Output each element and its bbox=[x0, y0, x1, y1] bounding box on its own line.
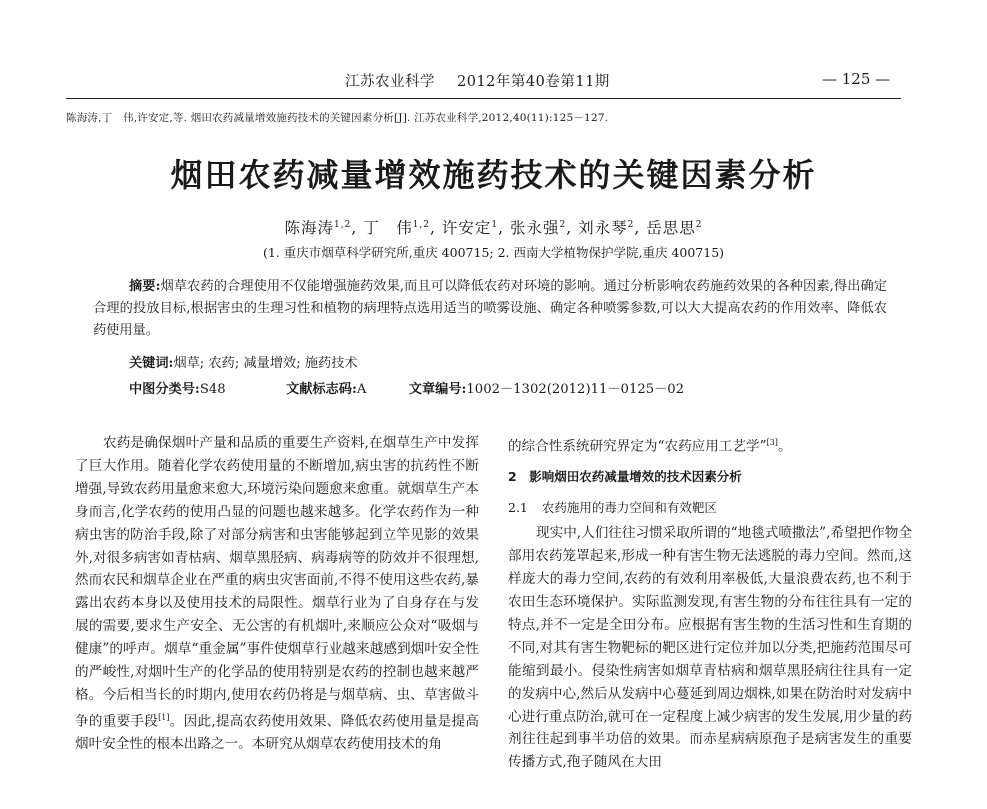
paper-title: 烟田农药减量增效施药技术的关键因素分析 bbox=[170, 156, 817, 194]
section-heading: 2 影响烟田农药减量增效的技术因素分析 bbox=[508, 469, 742, 485]
abstract-text: 烟草农药的合理使用不仅能增强施药效果,而且可以降低农药对环境的影响。通过分析影响农药施药效果的各种因素,得出确定合理的投放目标,根据害虫的生理习性和植物的病理特点选用适当的喷雾设施、确定各种喷雾参数,可以大大提高农药的作用效率、降低农药使用量。 bbox=[93, 279, 887, 338]
page-number: — 125 — bbox=[822, 70, 891, 88]
keywords bbox=[129, 352, 358, 371]
author: 岳思思$^2$ bbox=[646, 219, 703, 237]
body-paragraph: 现实中,人们往往习惯采取所谓的“地毯式喷撒法”,希望把作物全部用农药笼罩起来,形成一种有害生物无法逃脱的毒力空间。然而,这样庞大的毒力空间,农药的有效利用率极低,大量浪费农药,也不利于农田生态环境保护。实际监测发现,有害生物的分布往往具有一定的特点,并不一定是全田分布。应根据有害生物的生活习性和生育期的不同,对其有害生物靶标的靶区进行定位并加以分类,把施药范围尽可能缩到最小。侵染性病害如烟草青枯病和烟草黑胫病往往具有一定的发病中心,然后从发病中心蔓延到周边烟株,如果在防治时对发病中心进行重点防治,就可在一定程度上减少病害的发生发展,用少量的药剂往往起到事半功倍的效果。而赤星病病原孢子是病害发生的重要传播方式,孢子随风在大田 bbox=[508, 525, 912, 771]
body-paragraph: 的综合性系统研究界定为“农药应用工艺学”[3]。 bbox=[508, 438, 792, 455]
abstract-label: 摘要: bbox=[129, 279, 161, 294]
doc-code-label: 文献标志码: bbox=[286, 382, 357, 397]
journal-name: 江苏农业科学 bbox=[345, 74, 435, 90]
reference-marker: [1] bbox=[158, 712, 170, 722]
issue-info: 2012年第40卷第11期 bbox=[457, 74, 610, 90]
reference-marker: [3] bbox=[766, 438, 778, 447]
article-no-label: 文章编号: bbox=[408, 382, 467, 397]
keywords-text: 烟草; 农药; 减量增效; 施药技术 bbox=[173, 356, 358, 371]
article-no-value: 1002－1302(2012)11－0125－02 bbox=[466, 382, 685, 397]
author-list: 陈海涛$^{1,2}$, 丁 伟$^{1,2}$, 许安定$^1$, 张永强$^2$, 刘永琴$^2$, 岳思思$^2$ bbox=[284, 219, 703, 237]
header-rule bbox=[66, 98, 901, 99]
body-right-column bbox=[508, 432, 912, 774]
clc-label: 中图分类号: bbox=[129, 382, 200, 397]
body-left-column bbox=[75, 432, 479, 756]
running-header bbox=[345, 70, 610, 91]
body-paragraph: 农药是确保烟叶产量和品质的重要生产资料,在烟草生产中发挥了巨大作用。随着化学农药使用量的不断增加,病虫害的抗药性不断增强,导致农药用量愈来愈大,环境污染问题愈来愈重。就烟草生产本身而言,化学农药的使用凸显的问题也越来越多。化学农药作为一种病虫害的防治手段,除了对部分病害和虫害能够起到立竿见影的效果外,对很多病害如青枯病、烟草黑胫病、病毒病等的防效并不很理想,然而农民和烟草企业在严重的病虫灾害面前,不得不使用这些农药,暴露出农药本身以及使用技术的局限性。烟草行业为了自身存在与发展的需要,要求生产安全、无公害的有机烟叶,来顺应公众对“吸烟与健康”的呼声。烟草“重金属”事件使烟草行业越来越感到烟叶安全性的严峻性,对烟叶生产的化学品的使用特别是农药的控制也越来越严格。今后相当长的时期内,使用农药仍将是与烟草病、虫、草害做斗争的重要手段[1]。因此,提高农药使用效果、降低农药使用量是提高烟叶安全性的根本出路之一。本研究从烟草农药使用技术的角 bbox=[75, 435, 479, 753]
classification-line bbox=[129, 378, 684, 397]
author: 丁 伟$^{1,2}$ bbox=[363, 219, 431, 237]
doc-code-value: A bbox=[356, 382, 367, 397]
citation-line: 陈海涛,丁 伟,许安定,等. 烟田农药减量增效施药技术的关键因素分析[J]. 江苏农业科学,2012,40(11):125－127. bbox=[66, 112, 609, 124]
keywords-label: 关键词: bbox=[129, 356, 174, 371]
author: 张永强$^2$ bbox=[510, 219, 567, 237]
abstract bbox=[93, 276, 887, 342]
author: 刘永琴$^2$ bbox=[578, 219, 635, 237]
clc-value: S48 bbox=[199, 382, 226, 397]
subsection-heading: 2.1 农药施用的毒力空间和有效靶区 bbox=[508, 500, 717, 516]
author: 陈海涛$^{1,2}$ bbox=[284, 219, 352, 237]
affiliation: (1. 重庆市烟草科学研究所,重庆 400715; 2. 西南大学植物保护学院,重庆 400715) bbox=[262, 245, 725, 260]
author: 许安定$^1$ bbox=[441, 219, 499, 237]
